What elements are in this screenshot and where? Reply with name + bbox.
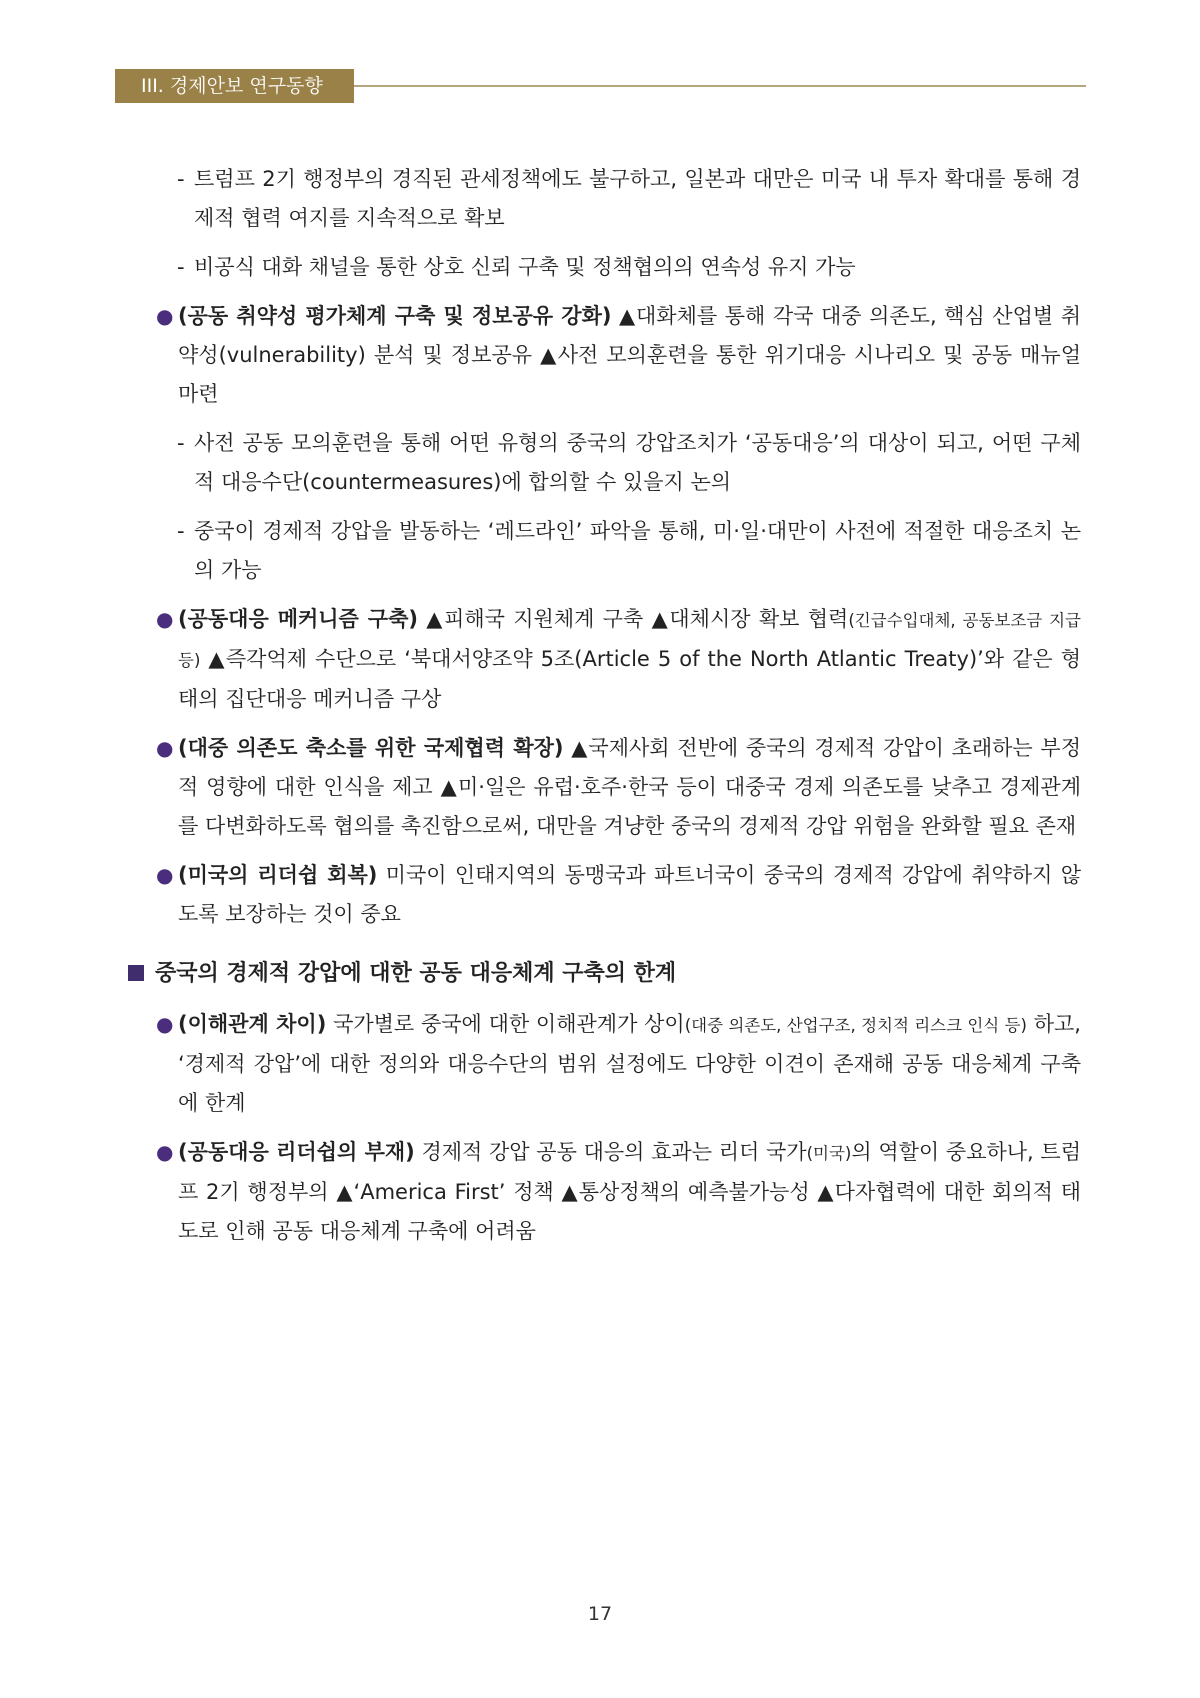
circle-bullet-icon: ●	[156, 304, 174, 328]
body-text: 경제적 강압 공동 대응의 효과는 리더 국가	[414, 1140, 807, 1164]
bullet-item	[156, 297, 1081, 414]
body-text: ▲국제사회 전반에 중국의 경제적 강압이 초래하는 부정적 영향에 대한 인식을 제고 ▲미·일은 유럽·호주·한국 등이 대중국 경제 의존도를 낮추고 경제관계를 다변화하도록 협의를 촉진함으로써, 대만을 겨냥한 중국의 경제적 강압 위험을 완화할 필요 존재	[178, 736, 1082, 838]
body-text: ▲즉각억제 수단으로 ‘북대서양조약 5조(Article 5 of the North Atlantic Treaty)’와 같은 형태의 집단대응 메커니즘 구상	[178, 647, 1081, 711]
page-number: 17	[587, 1603, 613, 1625]
bullet-item	[156, 856, 1081, 934]
body-text: 국가별로 중국에 대한 이해관계가 상이	[326, 1012, 685, 1036]
dash-item	[177, 160, 1081, 238]
dash-item	[177, 424, 1081, 502]
bullet-item	[156, 600, 1081, 719]
circle-bullet-icon: ●	[156, 863, 174, 887]
body-text: 하고, ‘경제적 강압’에 대한 정의와 대응수단의 범위 설정에도 다양한 이견이 존재해 공동 대응체계 구축에 한계	[178, 1012, 1081, 1115]
bold-lead: (대중 의존도 축소를 위한 국제협력 확장)	[178, 736, 564, 760]
bold-lead: (공동대응 메커니즘 구축)	[178, 607, 418, 631]
section-heading	[155, 954, 1081, 993]
small-note: (대중 의존도, 산업구조, 정치적 리스크 인식 등)	[684, 1016, 1027, 1035]
body-text: 의 역할이 중요하나, 트럼프 2기 행정부의 ▲‘America First’ 정책 ▲통상정책의 예측불가능성 ▲다자협력에 대한 회의적 태도로 인해 공동 대응체계 구축에 어려움	[178, 1140, 1082, 1243]
dash-item	[177, 512, 1081, 590]
body-text: 미국이 인태지역의 동맹국과 파트너국이 중국의 경제적 강압에 취약하지 않도록 보장하는 것이 중요	[178, 863, 1081, 926]
body-text: 비공식 대화 채널을 통한 상호 신뢰 구축 및 정책협의의 연속성 유지 가능	[194, 255, 856, 279]
bullet-item	[156, 729, 1082, 846]
header-divider	[354, 85, 1086, 87]
body-text: ▲피해국 지원체계 구축 ▲대체시장 확보 협력	[417, 607, 849, 631]
circle-bullet-icon: ●	[156, 607, 174, 631]
bold-lead: (공동 취약성 평가체계 구축 및 정보공유 강화)	[178, 304, 612, 328]
dash-item	[177, 248, 1081, 287]
document-body	[0, 160, 1200, 1261]
bold-lead: (미국의 리더쉽 회복)	[178, 863, 378, 887]
chapter-header: III. 경제안보 연구동향	[115, 69, 354, 103]
circle-bullet-icon: ●	[156, 1012, 174, 1036]
body-text: 사전 공동 모의훈련을 통해 어떤 유형의 중국의 강압조치가 ‘공동대응’의 대상이 되고, 어떤 구체적 대응수단(countermeasures)에 합의할 수 있을지 논의	[194, 431, 1081, 494]
bold-lead: (이해관계 차이)	[178, 1012, 327, 1036]
body-text: ▲대화체를 통해 각국 대중 의존도, 핵심 산업별 취약성(vulnerability) 분석 및 정보공유 ▲사전 모의훈련을 통한 위기대응 시나리오 및 공동 매뉴얼 마련	[178, 304, 1081, 406]
bullet-item	[156, 1005, 1081, 1123]
square-bullet-icon	[128, 965, 144, 981]
dash-marker: -	[177, 519, 185, 543]
body-text: 중국이 경제적 강압을 발동하는 ‘레드라인’ 파악을 통해, 미·일·대만이 사전에 적절한 대응조치 논의 가능	[194, 519, 1081, 582]
circle-bullet-icon: ●	[156, 736, 174, 760]
small-note: (긴급수입대체, 공동보조금 지급 등)	[178, 611, 1081, 670]
body-text: 중국의 경제적 강압에 대한 공동 대응체계 구축의 한계	[155, 961, 677, 986]
bullet-item	[156, 1133, 1082, 1251]
dash-marker: -	[177, 167, 185, 191]
bold-lead: (공동대응 리더쉽의 부재)	[178, 1140, 415, 1164]
body-text: 트럼프 2기 행정부의 경직된 관세정책에도 불구하고, 일본과 대만은 미국 내 투자 확대를 통해 경제적 협력 여지를 지속적으로 확보	[194, 167, 1081, 230]
dash-marker: -	[177, 431, 185, 455]
small-note: (미국)	[806, 1144, 852, 1163]
circle-bullet-icon: ●	[156, 1140, 174, 1164]
dash-marker: -	[177, 255, 185, 279]
